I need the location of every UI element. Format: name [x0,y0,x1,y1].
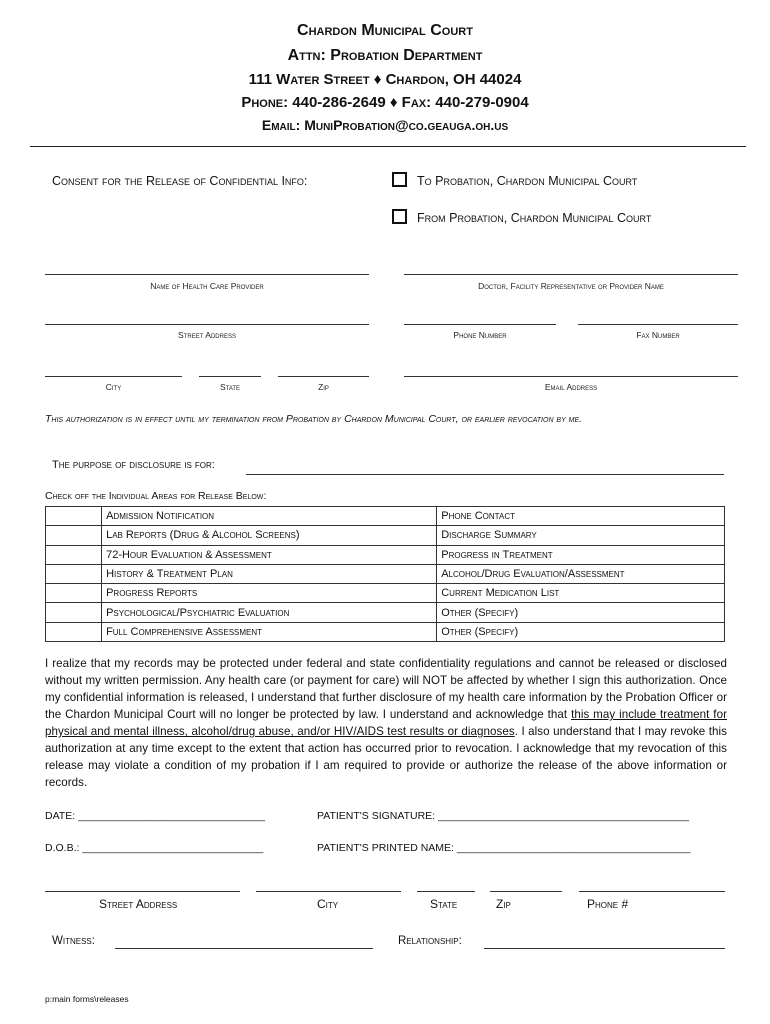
date-label: DATE: [45,810,76,822]
patient-phone-caption: Phone # [587,897,629,911]
file-path-footer: p:main forms\releases [45,994,129,1004]
release-area-row [46,545,725,564]
release-area-label: Full Comprehensive Assessment [102,622,437,641]
printed-name-label: PATIENT'S PRINTED NAME: [317,842,454,854]
dob-field[interactable]: _______________________________ [82,842,264,854]
printed-name-row [317,842,690,854]
release-area-checkbox[interactable] [46,564,102,583]
doctor-name-caption: Doctor, Facility Representative or Provider Name [478,281,664,291]
phone-number-field[interactable] [404,324,556,325]
patient-state-caption: State [430,897,458,911]
zip-caption: Zip [318,382,329,392]
release-area-checkbox[interactable] [46,507,102,526]
court-email: Email: MuniProbation@co.geauga.oh.us [261,117,509,133]
release-area-label: History & Treatment Plan [102,564,437,583]
release-area-checkbox[interactable] [46,526,102,545]
checkbox-icon[interactable] [392,172,407,187]
release-area-label: Progress in Treatment [437,545,725,564]
purpose-field[interactable] [246,474,724,475]
witness-field[interactable] [115,948,373,949]
header-divider [30,146,746,147]
paragraph-underlined: this may include treatment for physical and mental illness, alcohol/drug abuse, and/or HIV/AIDS test results or diagnoses [45,708,727,738]
zip-field[interactable] [278,376,369,377]
doctor-name-field[interactable] [404,274,738,275]
court-phone-fax: Phone: 440-286-2649 ♦ Fax: 440-279-0904 [241,94,529,111]
release-area-checkbox[interactable] [46,545,102,564]
release-area-row [46,622,725,641]
release-area-label: Admission Notification [102,507,437,526]
fax-number-field[interactable] [578,324,738,325]
purpose-label: The purpose of disclosure is for: [52,459,215,471]
release-area-label: 72-Hour Evaluation & Assessment [102,545,437,564]
release-areas-table [45,506,725,642]
patient-signature-label: PATIENT'S SIGNATURE: [317,810,436,822]
option-to-probation[interactable] [392,172,637,188]
witness-label: Witness: [52,935,95,947]
relationship-field[interactable] [484,948,725,949]
release-area-row [46,564,725,583]
release-area-label: Current Medication List [437,584,725,603]
checkbox-icon[interactable] [392,209,407,224]
release-area-row [46,507,725,526]
dob-row [45,842,263,854]
release-area-label: Alcohol/Drug Evaluation/Assessment [437,564,725,583]
dob-label: D.O.B.: [45,842,80,854]
email-address-field[interactable] [404,376,738,377]
consent-label: Consent for the Release of Confidential Info: [52,174,308,188]
release-area-label: Other (Specify) [437,603,725,622]
option-to-label: To Probation, Chardon Municipal Court [417,174,638,188]
patient-signature-row [317,810,689,822]
patient-signature-field[interactable]: ___________________________________________ [438,810,690,822]
authorization-statement: This authorization is in effect until my termination from Probation by Chardon Municipal Court, or earlier revocation by me. [45,413,583,425]
acknowledgement-paragraph [45,655,727,791]
release-area-label: Progress Reports [102,584,437,603]
release-area-row [46,526,725,545]
release-area-checkbox[interactable] [46,622,102,641]
patient-phone-field[interactable] [579,891,725,892]
option-from-label: From Probation, Chardon Municipal Court [417,211,652,225]
paragraph-part-1: I realize that my records may be protected under federal and state confidentiality regulations and cannot be released or disclosed without my written permission. Any health care (or payment for care) will NOT be affected by whether I sign this authorization. Once my confidential information is released, I understand that further disclosure of my health care information by the Probation Officer or the Chardon Municipal Court will no longer be protected by law. I understand and acknowledge that [45,657,727,721]
email-address-caption: Email Address [544,382,598,392]
printed-name-field[interactable]: ________________________________________ [456,842,691,854]
state-caption: State [219,382,241,392]
city-field[interactable] [45,376,182,377]
release-area-label: Other (Specify) [437,622,725,641]
release-area-checkbox[interactable] [46,584,102,603]
patient-city-field[interactable] [256,891,401,892]
release-area-label: Discharge Summary [437,526,725,545]
release-area-row [46,603,725,622]
release-area-label: Phone Contact [437,507,725,526]
patient-zip-field[interactable] [490,891,562,892]
release-area-row [46,584,725,603]
paragraph-part-2: . I also understand that I may revoke this authorization at any time except to the extent that action has occurred prior to revocation. I acknowledge that my revocation of this release may violate a condition of my probation if I am required to provide or authorize the release of the above information or records. [45,725,727,789]
health-care-provider-caption: Name of Health Care Provider [150,281,264,291]
release-area-label: Psychological/Psychiatric Evaluation [102,603,437,622]
option-from-probation[interactable] [392,209,651,225]
health-care-provider-field[interactable] [45,274,369,275]
patient-city-caption: City [317,897,339,911]
court-name: Chardon Municipal Court [297,22,473,39]
checkoff-label: Check off the Individual Areas for Release Below: [45,490,267,502]
city-caption: City [105,382,122,392]
date-field[interactable]: ________________________________ [78,810,265,822]
patient-street-field[interactable] [45,891,240,892]
state-field[interactable] [199,376,261,377]
fax-number-caption: Fax Number [636,330,680,340]
phone-number-caption: Phone Number [453,330,507,340]
attention-line: Attn: Probation Department [287,47,483,64]
relationship-label: Relationship: [398,935,462,947]
date-row [45,810,265,822]
patient-street-caption: Street Address [99,897,178,911]
court-address: 111 Water Street ♦ Chardon, OH 44024 [248,71,522,88]
release-area-checkbox[interactable] [46,603,102,622]
street-address-caption: Street Address [178,330,236,340]
street-address-field[interactable] [45,324,369,325]
patient-state-field[interactable] [417,891,475,892]
release-area-label: Lab Reports (Drug & Alcohol Screens) [102,526,437,545]
patient-zip-caption: Zip [496,897,511,911]
